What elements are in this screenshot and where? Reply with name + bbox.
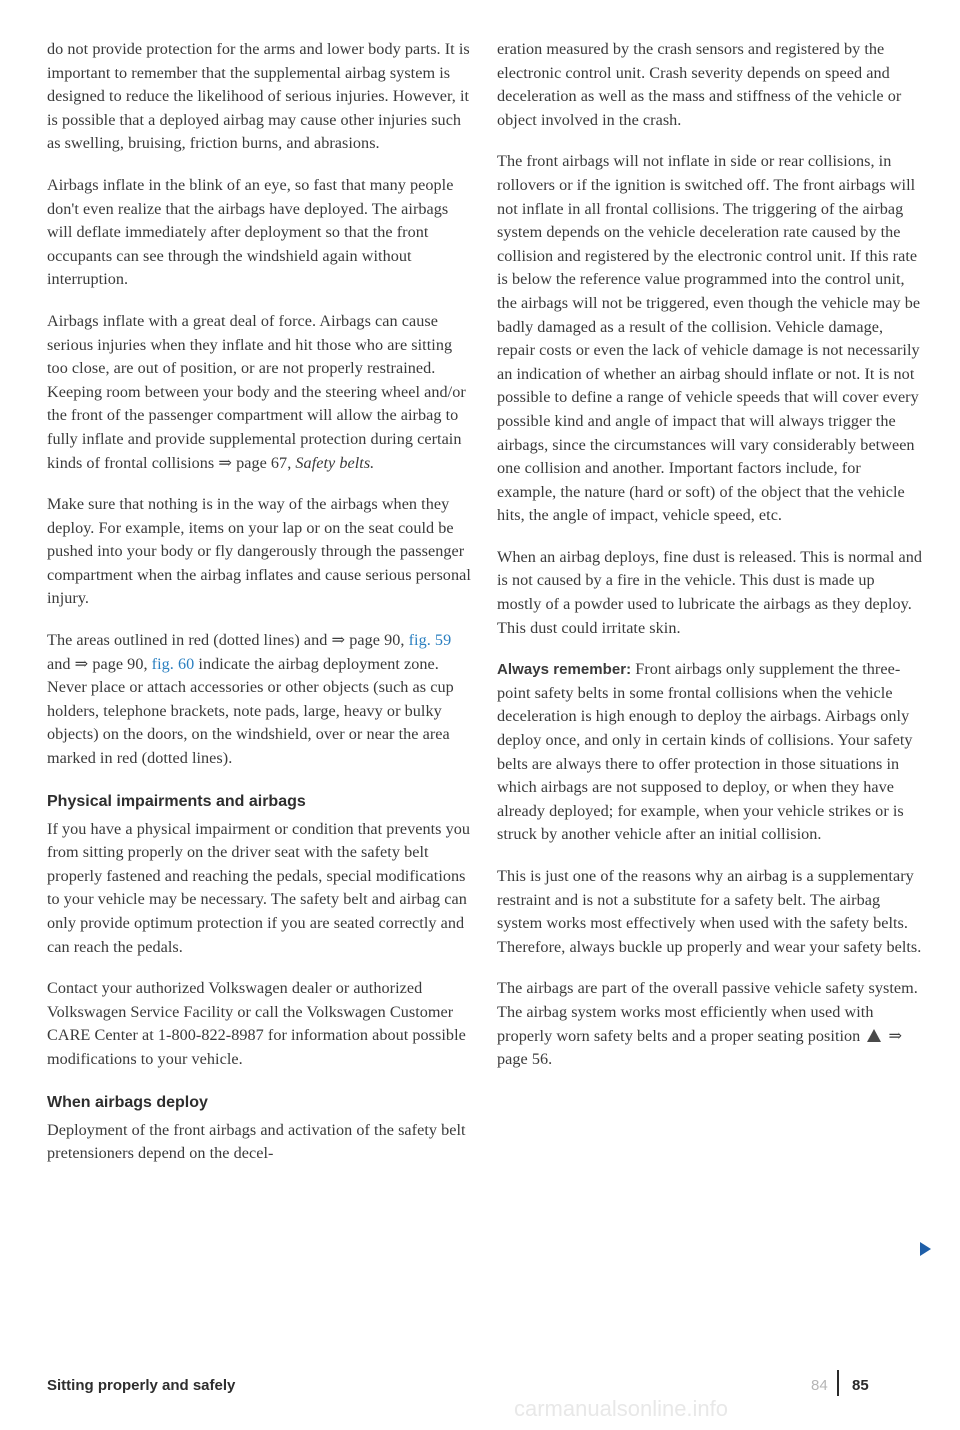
always-remember-label: Always remember: — [497, 661, 632, 679]
section-heading-when-airbags-deploy: When airbags deploy — [47, 1093, 208, 1111]
right-column — [497, 38, 923, 1090]
paragraph: Contact your authorized Volkswagen dealer or authorized Volkswagen Service Facility or call the Volkswagen Customer CARE Center at 1-800-822-8987 for information about possible modifications to your vehicle. — [47, 979, 466, 1068]
paragraph-text: Front airbags only supplement the three-point safety belts in some frontal collisions when the vehicle deceleration is high enough to deploy the airbags. Airbags only deploy once, and only in certain kinds of collisions. Your safety belts are always there to offer protection in those situations in which airbags are not supposed to deploy, or when they have already deployed; for example, when your vehicle strikes or is struck by another vehicle after an initial collision. — [497, 660, 913, 844]
watermark: carmanualsonline.info — [514, 1396, 729, 1421]
paragraph — [47, 629, 473, 771]
paragraph: This is just one of the reasons why an airbag is a supplementary restraint and is not a substitute for a safety belt. The airbag system works most effectively when used with the safety belts. Therefore, always buckle up properly and wear your safety belts. — [497, 867, 922, 956]
paragraph-text: and ⇒ page 90, — [47, 654, 152, 673]
section-title: Sitting properly and safely — [47, 1377, 236, 1394]
paragraph-text: Airbags inflate with a great deal of force. Airbags can cause serious injuries when they inflate and hit those who are sitting too close, are out of position, or are not properly restrained. Keeping room between your body and the steering wheel and/or the front of the passenger compartment will allow the airbag to fully inflate and provide supplemental protection during certain kinds of frontal collisions ⇒ page 67, — [47, 311, 466, 472]
safety-belts-reference[interactable]: Safety belts. — [295, 453, 375, 472]
section-heading-physical-impairments: Physical impairments and airbags — [47, 792, 306, 810]
paragraph-text: The airbags are part of the overall passive vehicle safety system. The airbag system works most efficiently when used with properly worn safety belts and a proper seating position — [497, 979, 918, 1045]
paragraph: Airbags inflate in the blink of an eye, so fast that many people don't even realize that the airbags have deployed. The airbags will deflate immediately after deployment so that the front occupants can see through the windshield again without interruption. — [47, 175, 454, 289]
paragraph: The front airbags will not inflate in side or rear collisions, in rollovers or if the ignition is switched off. The front airbags will not inflate in all frontal collisions. The triggering of the airbag system depends on the vehicle deceleration rate caused by the collision and registered by the electronic control unit. If this rate is below the reference value programmed into the control unit, the airbags will not be triggered, even though the vehicle may be badly damaged as a result of the collision. Vehicle damage, repair costs or even the lack of vehicle damage is not necessarily an indication of whether an airbag should inflate or not. It is not possible to define a range of vehicle speeds that will cover every possible kind and angle of impact that will always trigger the airbags, since the circumstances will vary considerably between one collision and another. Important factors include, for example, the nature (hard or soft) of the object that the vehicle hits, the angle of impact, vehicle speed, etc. — [497, 152, 921, 525]
paragraph: When an airbag deploys, fine dust is released. This is normal and is not caused by a fire in the vehicle. This dust is made up mostly of a powder used to lubricate the airbags as they deploy. This dust could irritate skin. — [497, 547, 923, 637]
fig-59-link[interactable]: fig. 59 — [408, 631, 452, 650]
paragraph — [47, 310, 473, 475]
page-number-right: 85 — [852, 1377, 869, 1394]
page-56-reference[interactable]: ⇒ page 56. — [497, 1026, 903, 1069]
page-divider — [837, 1370, 839, 1396]
paragraph: Deployment of the front airbags and activation of the safety belt pretensioners depend on the decel- — [47, 1120, 466, 1163]
fig-60-link[interactable]: fig. 60 — [151, 654, 195, 673]
page-number-left: 84 — [811, 1377, 828, 1394]
left-column — [47, 38, 473, 1184]
paragraph — [497, 977, 923, 1071]
paragraph — [497, 658, 923, 847]
paragraph: do not provide protection for the arms and lower body parts. It is important to remember that the supplemental airbag system is designed to reduce the likelihood of serious injuries. However, it is possible that a deployed airbag may cause other injuries such as swelling, bruising, friction burns, and abrasions. — [47, 40, 470, 153]
paragraph-text: indicate the airbag deployment zone. Never place or attach accessories or other objects (such as cup holders, telephone brackets, note pads, large, heavy or bulky objects) on the doors, on the windshield, over or near the area marked in red (dotted lines). — [47, 654, 454, 768]
paragraph: eration measured by the crash sensors and registered by the electronic control unit. Crash severity depends on speed and deceleration as well as the mass and stiffness of the vehicle or object involved in the crash. — [497, 40, 902, 129]
warning-triangle-icon — [867, 1029, 881, 1042]
paragraph-text: The areas outlined in red (dotted lines) and ⇒ page 90, — [47, 631, 409, 650]
paragraph: If you have a physical impairment or condition that prevents you from sitting properly on the driver seat with the safety belt properly fastened and reaching the pedals, special modifications to your vehicle may be necessary. The safety belt and airbag can only provide optimum protection if you are seated correctly and can reach the pedals. — [47, 819, 471, 956]
paragraph: Make sure that nothing is in the way of the airbags when they deploy. For example, items on your lap or on the seat could be pushed into your body or fly dangerously through the passenger compartment when the airbag inflates and cause serious personal injury. — [47, 495, 471, 608]
continue-arrow-icon — [920, 1242, 931, 1256]
